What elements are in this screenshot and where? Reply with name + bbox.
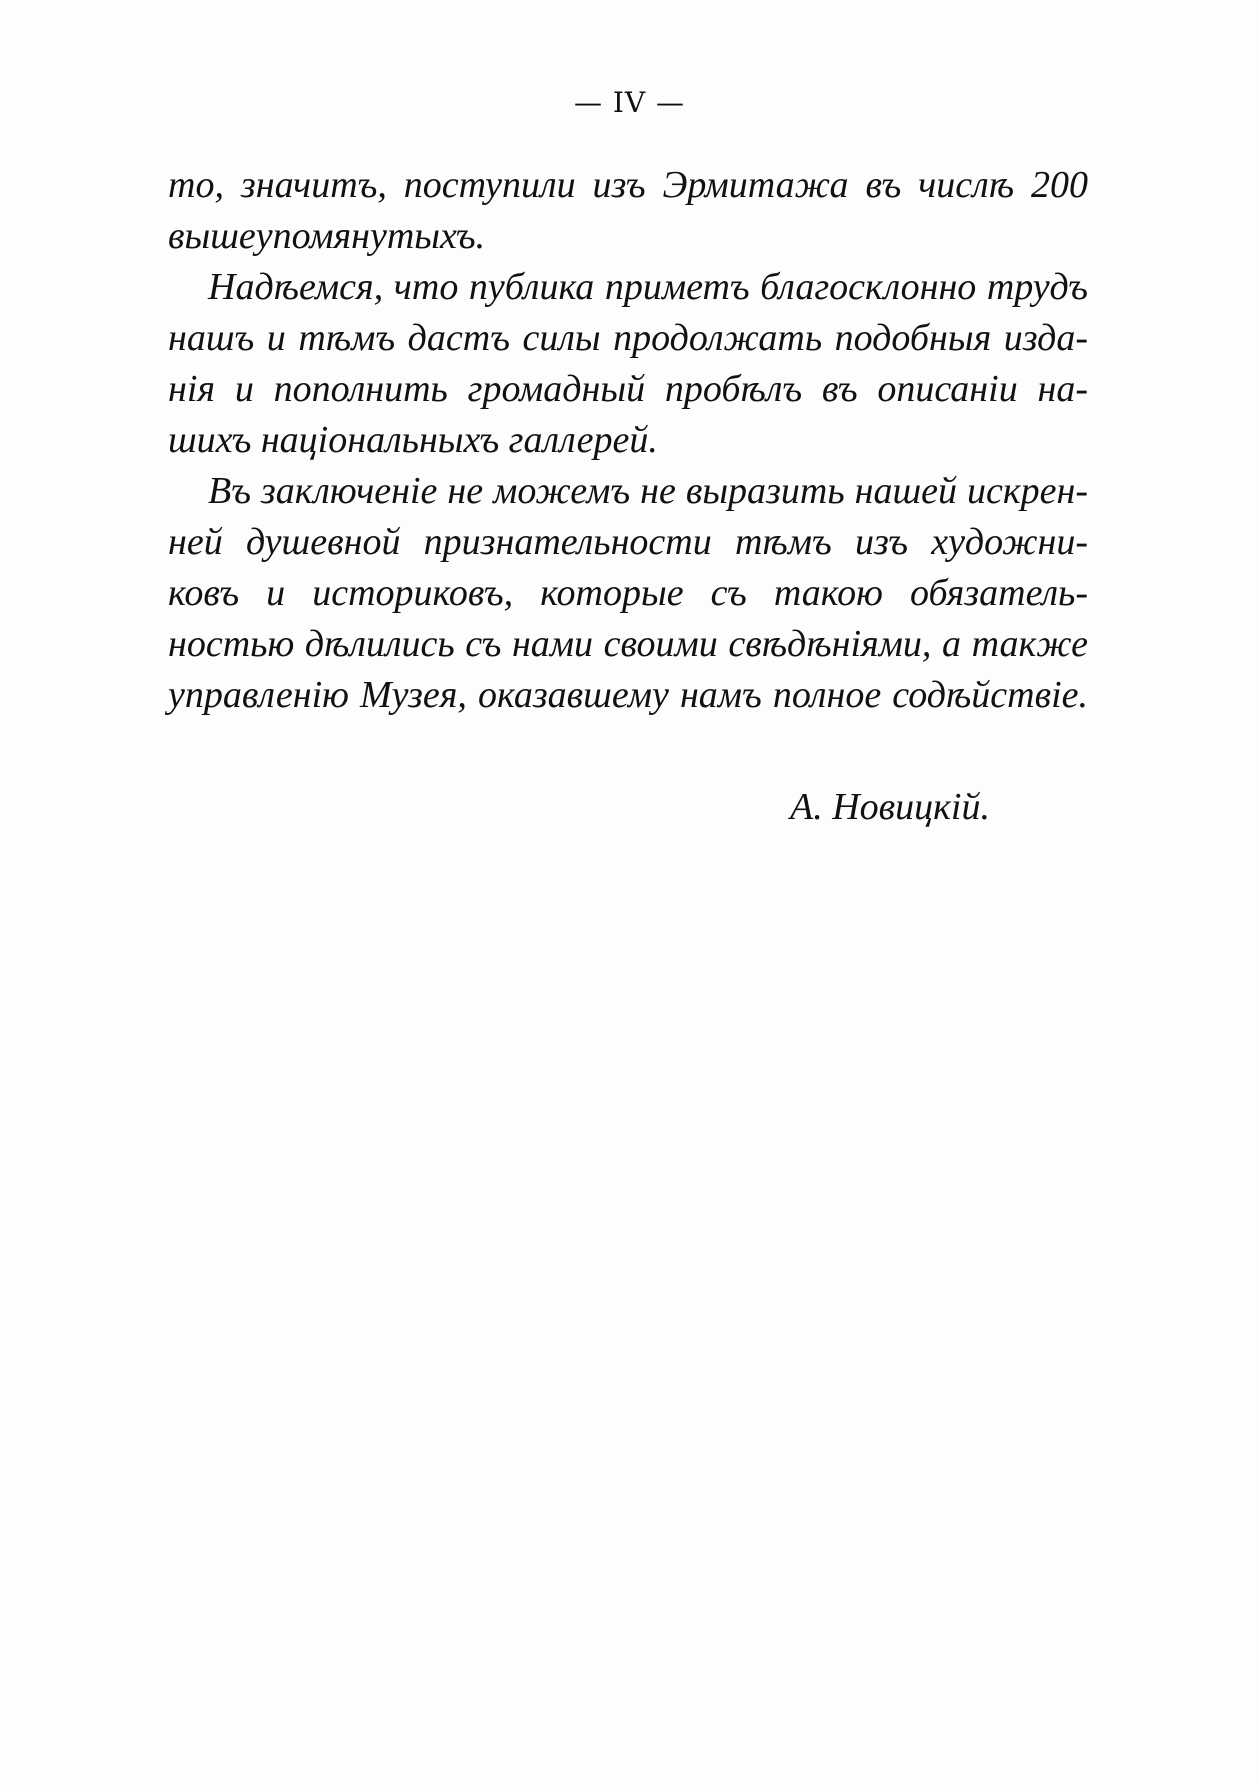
text-line: Надѣемся, что публика приметъ благосклонно трудъ [208, 266, 1088, 308]
text-line: ковъ и историковъ, которые съ такою обязатель- [168, 572, 1088, 614]
author-signature: А. Новицкій. [790, 786, 990, 828]
paragraph [168, 262, 1088, 466]
text-line: шихъ національныхъ галлерей. [168, 419, 658, 461]
paragraph [168, 160, 1088, 262]
text-line: ней душевной признательности тѣмъ изъ художни- [168, 521, 1088, 563]
text-line: управленію Музея, оказавшему намъ полное содѣйствіе. [168, 674, 1088, 716]
paragraph [168, 466, 1088, 721]
page-number: — IV — [573, 86, 686, 119]
text-line: вышеупомянутыхъ. [168, 215, 486, 257]
text-line: то, значитъ, поступили изъ Эрмитажа въ числѣ 200 [168, 164, 1088, 206]
text-line: Въ заключеніе не можемъ не выразить нашей искрен- [208, 470, 1088, 512]
text-line: ностью дѣлились съ нами своими свѣдѣніями, а также [168, 623, 1088, 665]
body-text [168, 160, 1088, 721]
text-line: нашъ и тѣмъ дастъ силы продолжать подобныя изда- [168, 317, 1088, 359]
text-line: нія и пополнить громадный пробѣлъ въ описаніи на- [168, 368, 1088, 410]
